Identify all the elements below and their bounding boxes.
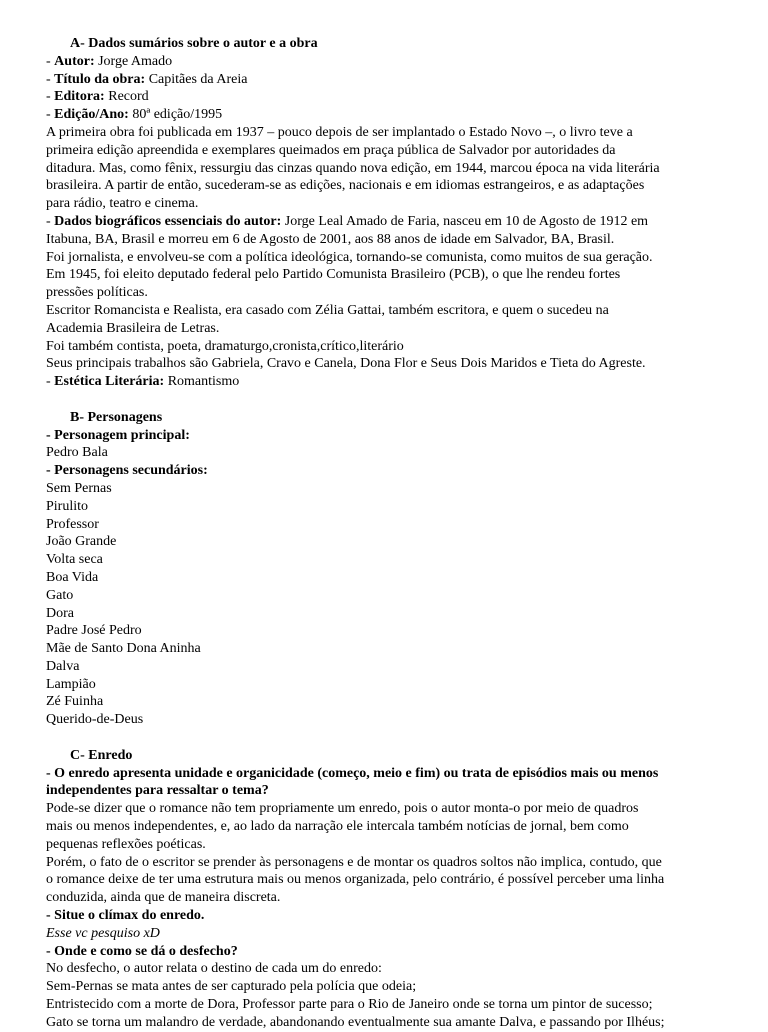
bio-label: Dados biográficos essenciais do autor:: [54, 213, 282, 229]
section-b-heading: B- Personagens: [70, 409, 163, 425]
list-item: Professor: [46, 516, 99, 532]
answer-text: Esse vc pesquiso xD: [46, 925, 160, 941]
question-text: - Situe o clímax do enredo.: [46, 908, 205, 924]
text-line: pressões políticas.: [46, 285, 148, 301]
text-line: Academia Brasileira de Letras.: [46, 320, 220, 336]
field-prefix: -: [46, 71, 55, 87]
text-line: conduzida, ainda que de maneira discreta.: [46, 890, 281, 906]
text-line: Itabuna, BA, Brasil e morreu em 6 de Agosto de 2001, aos 88 anos de idade em Salvador, BA, Brasil.: [46, 231, 615, 247]
work-fields: [46, 53, 758, 124]
answer-climax: [46, 925, 758, 943]
answer-unity: [46, 800, 758, 907]
section-c-heading: C- Enredo: [70, 747, 133, 763]
text-line: Escritor Romancista e Realista, era casado com Zélia Gattai, também escritora, e quem o sucedeu na: [46, 302, 609, 318]
label-text: - Personagens secundários:: [46, 463, 208, 479]
text-line: o romance deixe de ter uma estrutura mais ou menos organizada, pelo contrário, é possível perceber uma linha: [46, 872, 665, 888]
field-title: [46, 71, 758, 89]
question-climax: [46, 907, 758, 925]
text-line: brasileira. A partir de então, sucederam-se as edições, nacionais e em idiomas estrangeiros, e as adaptações: [46, 178, 645, 194]
text-line: A primeira obra foi publicada em 1937 – pouco depois de ser implantado o Estado Novo –, o livro teve a: [46, 124, 633, 140]
field-value: Jorge Amado: [94, 53, 173, 69]
text-line: Em 1945, foi eleito deputado federal pelo Partido Comunista Brasileiro (PCB), o que lhe rendeu fortes: [46, 267, 621, 283]
publication-paragraph: [46, 124, 758, 213]
question-line: [46, 782, 758, 800]
text-line: ditadura. Mas, como fênix, ressurgiu das cinzas quando nova edição, em 1944, marcou época na vida literária: [46, 160, 660, 176]
list-item: Querido-de-Deus: [46, 712, 144, 728]
label-text: - Personagem principal:: [46, 427, 190, 443]
section-a-heading: A- Dados sumários sobre o autor e a obra: [70, 36, 318, 51]
field-publisher: [46, 88, 758, 106]
field-value: 80ª edição/1995: [128, 107, 223, 123]
field-label: Título da obra:: [54, 71, 146, 87]
text-line: primeira edição apreendida e exemplares queimados em praça pública de Salvador por autoridades da: [46, 142, 616, 158]
secondary-label: [46, 462, 758, 480]
text-line: Entristecido com a morte de Dora, Professor parte para o Rio de Janeiro onde se torna um pintor de sucesso;: [46, 997, 653, 1013]
principal-label: [46, 427, 758, 445]
field-label: Autor:: [54, 53, 95, 69]
list-item: Padre José Pedro: [46, 623, 142, 639]
field-aesthetic: - Estética Literária: Romantismo: [46, 374, 240, 390]
answer-ending: [46, 960, 758, 1031]
text-line: Gato se torna um malandro de verdade, abandonando eventualmente sua amante Dalva, e passando por Ilhéus;: [46, 1014, 665, 1030]
text-line: Seus principais trabalhos são Gabriela, Cravo e Canela, Dona Flor e Seus Dois Maridos e Tieta do Agreste.: [46, 356, 646, 372]
text-line: mais ou menos independentes, e, ao lado da narração ele intercala também notícias de jornal, bem como: [46, 819, 629, 835]
text-line: Pode-se dizer que o romance não tem propriamente um enredo, pois o autor monta-o por meio de quadros: [46, 801, 639, 817]
text-line: Sem-Pernas se mata antes de ser capturado pela polícia que odeia;: [46, 979, 417, 995]
field-prefix: -: [46, 53, 55, 69]
document-body: [46, 35, 758, 1032]
principal-character: Pedro Bala: [46, 445, 108, 461]
list-item: Boa Vida: [46, 569, 99, 585]
text-line: Foi também contista, poeta, dramaturgo,cronista,crítico,literário: [46, 338, 404, 354]
question-text: - O enredo apresenta unidade e organicidade (começo, meio e fim) ou trata de episódios mais ou menos: [46, 765, 659, 781]
field-value: Romantismo: [164, 374, 240, 390]
question-text: - Onde e como se dá o desfecho?: [46, 943, 238, 959]
question-ending: [46, 943, 758, 961]
field-label: Estética Literária:: [54, 374, 165, 390]
field-value: Record: [104, 89, 149, 105]
secondary-characters-list: [46, 480, 758, 729]
question-unity: [46, 765, 758, 801]
biography-paragraph: [46, 213, 758, 373]
field-value: Capitães da Areia: [145, 71, 248, 87]
text-line: Porém, o fato de o escritor se prender às personagens e de montar os quadros soltos não implica, contudo, que: [46, 854, 662, 870]
bio-text: Jorge Leal Amado de Faria, nasceu em 10 de Agosto de 1912 em: [281, 213, 649, 229]
list-item: Dora: [46, 605, 74, 621]
text-line: para rádio, teatro e cinema.: [46, 196, 199, 212]
list-item: Sem Pernas: [46, 480, 112, 496]
list-item: Volta seca: [46, 552, 103, 568]
question-line: [46, 765, 758, 783]
field-prefix: -: [46, 89, 55, 105]
bio-first-line: - Dados biográficos essenciais do autor: Jorge Leal Amado de Faria, nasceu em 10 de Agosto de 1912 em: [46, 213, 649, 229]
field-edition: [46, 106, 758, 124]
text-line: No desfecho, o autor relata o destino de cada um do enredo:: [46, 961, 382, 977]
text-line: Foi jornalista, e envolveu-se com a política ideológica, tornando-se comunista, como muitos de sua geração.: [46, 249, 653, 265]
list-item: Mãe de Santo Dona Aninha: [46, 641, 201, 657]
field-author: [46, 53, 758, 71]
field-label: Editora:: [54, 89, 105, 105]
list-item: João Grande: [46, 534, 117, 550]
list-item: Lampião: [46, 676, 96, 692]
question-text: independentes para ressaltar o tema?: [46, 783, 269, 799]
list-item: Pirulito: [46, 498, 89, 514]
field-prefix: -: [46, 107, 55, 123]
list-item: Zé Fuinha: [46, 694, 104, 710]
list-item: Dalva: [46, 658, 80, 674]
field-label: Edição/Ano:: [54, 107, 129, 123]
text-line: pequenas reflexões poéticas.: [46, 836, 206, 852]
list-item: Gato: [46, 587, 74, 603]
